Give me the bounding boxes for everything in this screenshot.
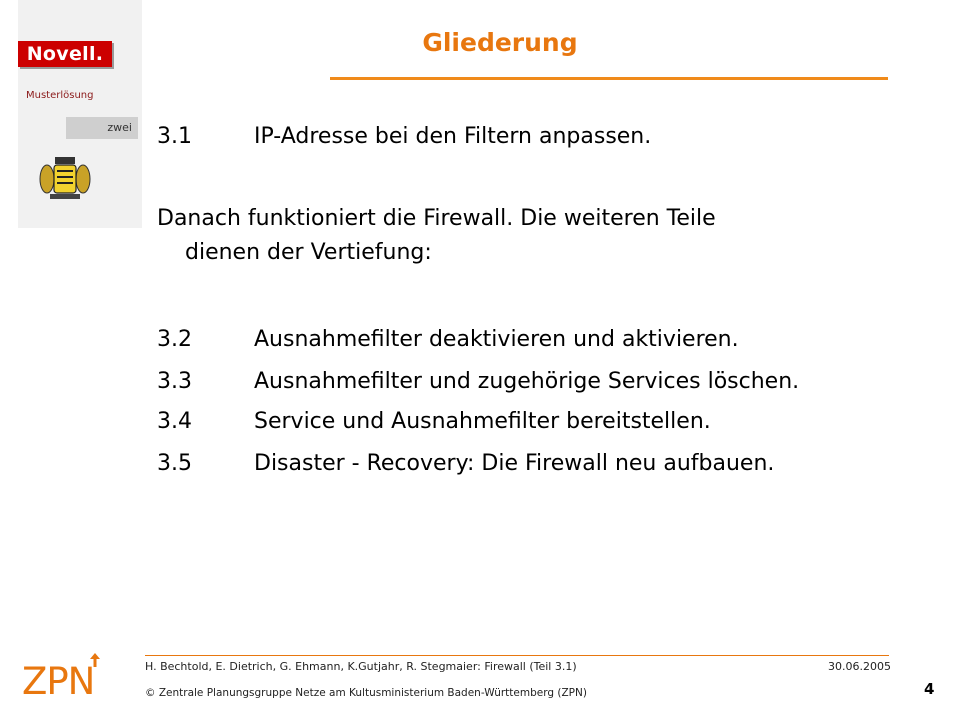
novell-logo: Novell.	[18, 41, 112, 67]
footer-date: 30.06.2005	[828, 660, 891, 673]
item-text: Disaster - Recovery: Die Firewall neu aufbauen.	[254, 451, 775, 476]
paragraph-line: Danach funktioniert die Firewall. Die weiteren Teile	[157, 206, 716, 231]
arrow-up-icon	[88, 652, 102, 668]
sidebar-badge: zwei	[66, 117, 138, 139]
list-item	[157, 447, 774, 481]
item-number: 3.5	[157, 451, 192, 476]
zpn-logo: ZPN	[22, 660, 95, 703]
list-item	[157, 120, 651, 154]
list-item	[157, 405, 711, 439]
footer-copyright: © Zentrale Planungsgruppe Netze am Kultusministerium Baden-Württemberg (ZPN)	[145, 687, 587, 699]
intro-paragraph	[157, 202, 877, 270]
page-title: Gliederung	[422, 28, 578, 57]
item-text: Ausnahmefilter deaktivieren und aktivieren.	[254, 327, 739, 352]
title-divider	[330, 77, 888, 80]
page-number: 4	[924, 680, 935, 698]
list-item	[157, 365, 799, 399]
item-number: 3.3	[157, 369, 192, 394]
item-text: Service und Ausnahmefilter bereitstellen.	[254, 409, 711, 434]
sidebar-label: Musterlösung	[26, 90, 94, 101]
coat-of-arms-icon	[38, 155, 92, 201]
item-text: Ausnahmefilter und zugehörige Services löschen.	[254, 369, 800, 394]
list-item	[157, 323, 739, 357]
footer-authors: H. Bechtold, E. Dietrich, G. Ehmann, K.Gutjahr, R. Stegmaier: Firewall (Teil 3.1)	[145, 660, 577, 673]
item-number: 3.1	[157, 124, 192, 149]
item-text: IP-Adresse bei den Filtern anpassen.	[254, 124, 652, 149]
item-number: 3.4	[157, 409, 192, 434]
footer-divider	[145, 655, 889, 656]
paragraph-line: dienen der Vertiefung:	[185, 240, 432, 265]
item-number: 3.2	[157, 327, 192, 352]
